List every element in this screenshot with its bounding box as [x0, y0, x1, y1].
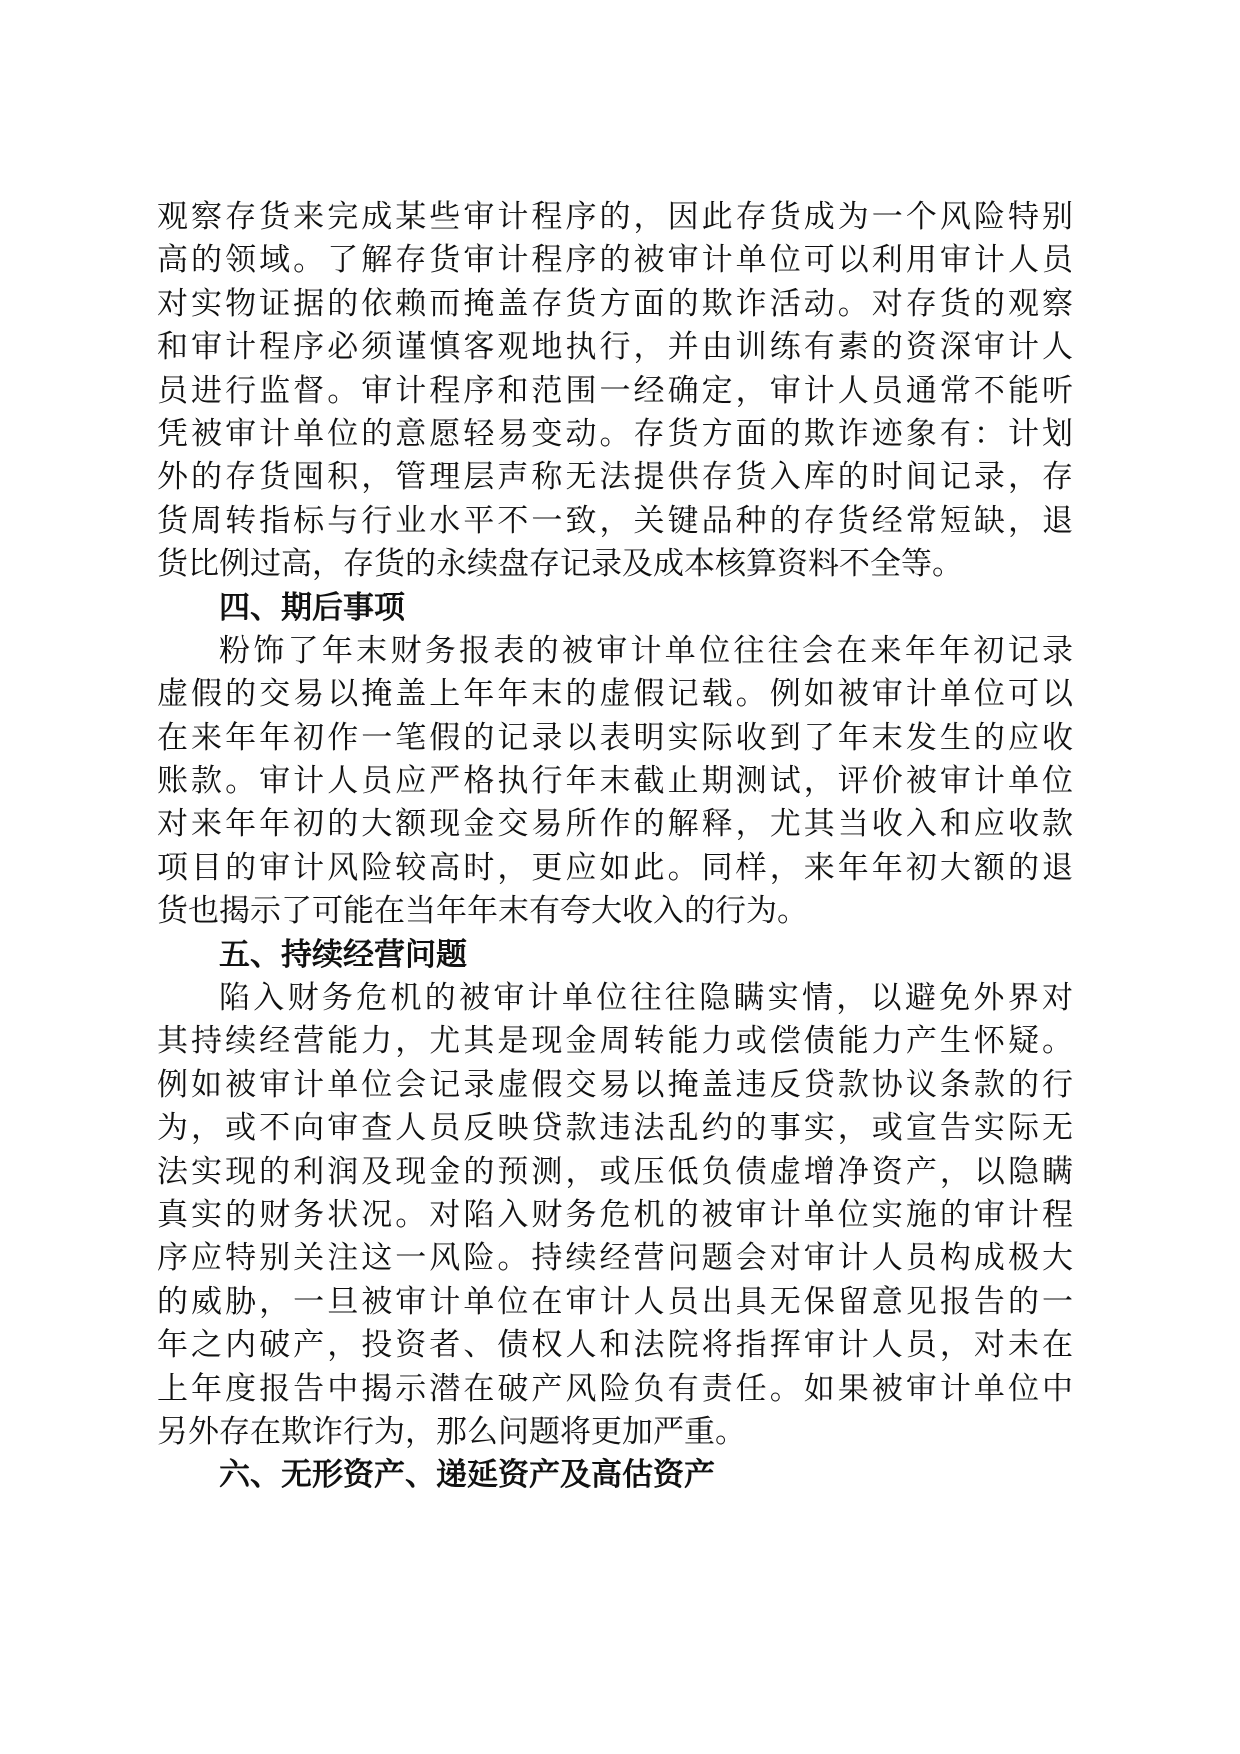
text-line: 的威胁，一旦被审计单位在审计人员出具无保留意见报告的一	[157, 1283, 1073, 1320]
text-line: 为，或不向审查人员反映贷款违法乱约的事实，或宣告实际无	[157, 1110, 1073, 1147]
text-line: 上年度报告中揭示潜在破产风险负有责任。如果被审计单位中	[157, 1370, 1073, 1407]
text-line: 其持续经营能力，尤其是现金周转能力或偿债能力产生怀疑。	[157, 1023, 1073, 1060]
text-line: 货周转指标与行业水平不一致，关键品种的存货经常短缺，退	[157, 502, 1073, 539]
text-line: 另外存在欺诈行为，那么问题将更加严重。	[157, 1413, 746, 1450]
text-line: 项目的审计风险较高时，更应如此。同样，来年年初大额的退	[157, 849, 1073, 886]
text-line: 货也揭示了可能在当年年末有夸大收入的行为。	[157, 893, 808, 930]
document-body	[157, 196, 1073, 1498]
text-line: 账款。审计人员应严格执行年末截止期测试，评价被审计单位	[157, 763, 1073, 800]
text-line: 例如被审计单位会记录虚假交易以掩盖违反贷款协议条款的行	[157, 1066, 1073, 1103]
text-line: 对来年年初的大额现金交易所作的解释，尤其当收入和应收款	[157, 806, 1073, 843]
text-line: 真实的财务状况。对陷入财务危机的被审计单位实施的审计程	[157, 1196, 1073, 1233]
section-heading-intangible-assets	[157, 1454, 1073, 1497]
text-line: 高的领域。了解存货审计程序的被审计单位可以利用审计人员	[157, 242, 1073, 279]
text-line: 凭被审计单位的意愿轻易变动。存货方面的欺诈迹象有：计划	[157, 415, 1073, 452]
section-heading-going-concern	[157, 934, 1073, 977]
paragraph-going-concern	[157, 977, 1073, 1454]
text-line: 法实现的利润及现金的预测，或压低负债虚增净资产，以隐瞒	[157, 1153, 1073, 1190]
heading-text: 四、期后事项	[219, 589, 405, 626]
text-line: 虚假的交易以掩盖上年年末的虚假记载。例如被审计单位可以	[157, 676, 1073, 713]
text-line: 观察存货来完成某些审计程序的，因此存货成为一个风险特别	[157, 199, 1073, 235]
text-line: 在来年年初作一笔假的记录以表明实际收到了年末发生的应收	[157, 719, 1073, 756]
text-line: 外的存货囤积，管理层声称无法提供存货入库的时间记录，存	[157, 459, 1073, 496]
text-line: 序应特别关注这一风险。持续经营问题会对审计人员构成极大	[157, 1240, 1073, 1277]
text-line: 粉饰了年末财务报表的被审计单位往往会在来年年初记录	[219, 632, 1073, 669]
heading-text: 六、无形资产、递延资产及高估资产	[219, 1457, 715, 1494]
text-line: 和审计程序必须谨慎客观地执行，并由训练有素的资深审计人	[157, 329, 1073, 366]
text-line: 年之内破产，投资者、债权人和法院将指挥审计人员，对未在	[157, 1327, 1073, 1364]
text-line: 对实物证据的依赖而掩盖存货方面的欺诈活动。对存货的观察	[157, 285, 1073, 322]
text-line: 陷入财务危机的被审计单位往往隐瞒实情，以避免外界对	[219, 980, 1073, 1017]
paragraph-subsequent-events	[157, 630, 1073, 934]
paragraph-inventory-risk	[157, 196, 1073, 587]
text-line: 货比例过高，存货的永续盘存记录及成本核算资料不全等。	[157, 546, 963, 583]
section-heading-subsequent-events	[157, 587, 1073, 630]
text-line: 员进行监督。审计程序和范围一经确定，审计人员通常不能听	[157, 372, 1073, 409]
heading-text: 五、持续经营问题	[219, 936, 467, 973]
